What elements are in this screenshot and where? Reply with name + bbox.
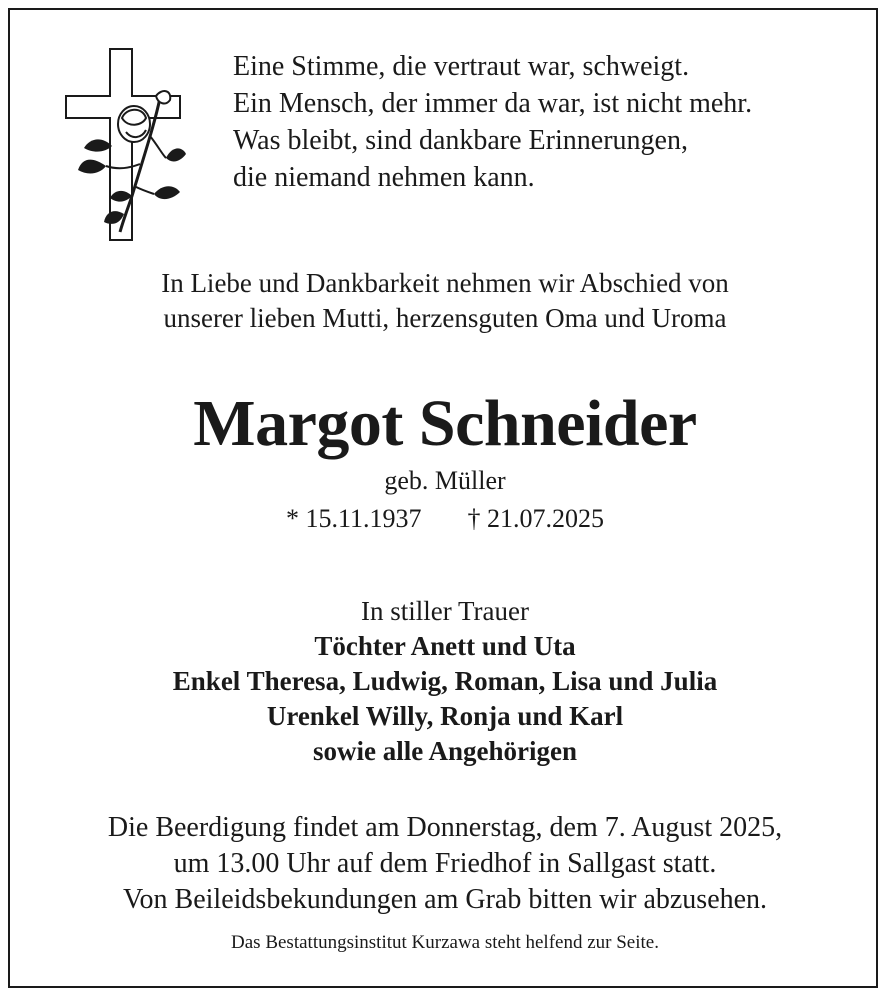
poem <box>233 48 752 196</box>
funeral-home-note: Das Bestattungsinstitut Kurzawa steht helfend zur Seite. <box>231 932 659 953</box>
funeral-line: Die Beerdigung findet am Donnerstag, dem 7. August 2025, <box>107 812 783 843</box>
poem-line: Was bleibt, sind dankbare Erinnerungen, <box>233 125 688 156</box>
mourner-line: Töchter Anett und Uta <box>314 631 576 661</box>
mourner-line: Enkel Theresa, Ludwig, Roman, Lisa und Julia <box>172 666 718 696</box>
cross-with-rose-icon <box>62 46 192 246</box>
mourners-block <box>0 594 890 769</box>
mourners-heading: In stiller Trauer <box>361 596 529 626</box>
birth-date: * 15.11.1937 <box>285 504 422 533</box>
funeral-info <box>0 810 890 918</box>
funeral-line: um 13.00 Uhr auf dem Friedhof in Sallgast statt. <box>173 848 717 879</box>
intro-line: In Liebe und Dankbarkeit nehmen wir Abschied von <box>161 268 729 298</box>
funeral-line: Von Beileidsbekundungen am Grab bitten wir abzusehen. <box>122 884 768 915</box>
intro-line: unserer lieben Mutti, herzensguten Oma und Uroma <box>163 303 727 333</box>
mourner-line: sowie alle Angehörigen <box>313 736 577 766</box>
poem-line: Ein Mensch, der immer da war, ist nicht mehr. <box>233 88 753 119</box>
poem-line: Eine Stimme, die vertraut war, schweigt. <box>233 51 690 82</box>
poem-line: die niemand nehmen kann. <box>233 162 535 193</box>
life-dates <box>0 502 890 536</box>
intro-text <box>0 266 890 336</box>
deceased-name: Margot Schneider <box>193 387 697 460</box>
mourner-line: Urenkel Willy, Ronja und Karl <box>266 701 624 731</box>
death-date: † 21.07.2025 <box>467 504 605 533</box>
maiden-name: geb. Müller <box>384 466 506 495</box>
